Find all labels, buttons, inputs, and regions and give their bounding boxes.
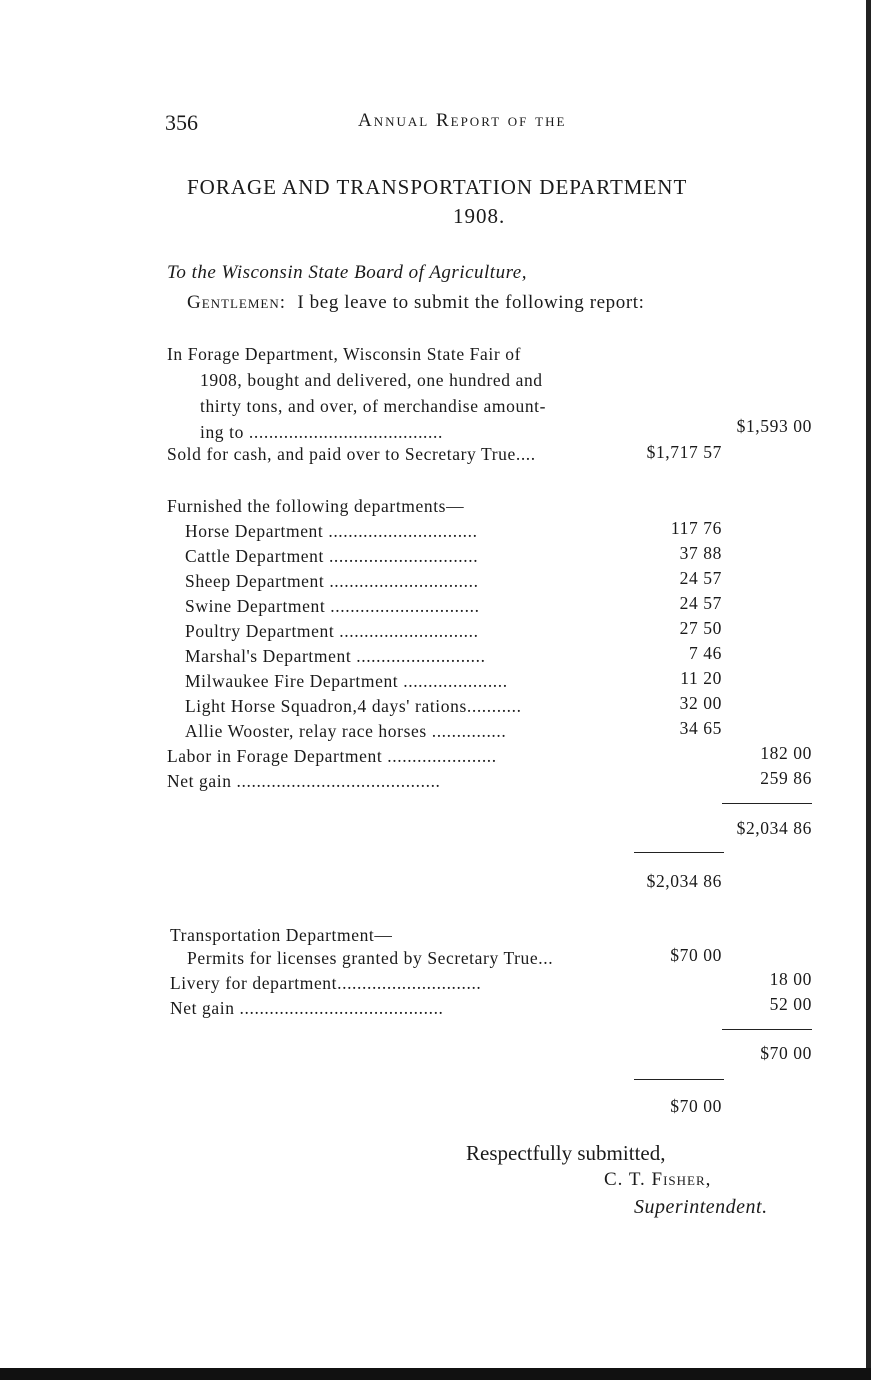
forage-right-total: $2,034 86 xyxy=(736,818,812,838)
forage-purchase-line-3: thirty tons, and over, of merchandise amount- xyxy=(200,396,547,416)
salutation-line xyxy=(187,292,645,314)
dept-amount: 117 76 xyxy=(670,518,722,538)
signature-initials: C. T. xyxy=(604,1169,646,1190)
dept-amount: 37 88 xyxy=(679,543,722,563)
salutation-intro: I beg leave to submit the following report: xyxy=(297,292,645,313)
dept-label: Swine Department .............................. xyxy=(185,596,480,616)
transport-permits-label: Permits for licenses granted by Secretary True... xyxy=(187,948,554,968)
forage-labor-label: Labor in Forage Department ...................... xyxy=(167,746,497,766)
furnished-heading: Furnished the following departments— xyxy=(167,496,465,516)
forage-sold-label: Sold for cash, and paid over to Secretary True.... xyxy=(167,444,536,464)
dept-amount: 11 20 xyxy=(680,668,722,688)
page-title-year: 1908. xyxy=(453,204,506,228)
dept-amount: 27 50 xyxy=(679,618,722,638)
transport-right-total: $70 00 xyxy=(760,1043,812,1063)
transport-left-total: $70 00 xyxy=(670,1096,722,1116)
forage-right-rule xyxy=(722,803,812,804)
forage-net-gain-label: Net gain ......................................... xyxy=(167,771,441,791)
dept-amount: 32 00 xyxy=(679,693,722,713)
signature-name xyxy=(604,1169,711,1191)
scan-edge-right xyxy=(866,0,871,1380)
forage-purchase-line-2: 1908, bought and delivered, one hundred and xyxy=(200,370,543,390)
transport-livery-amount: 18 00 xyxy=(769,969,812,989)
forage-sold-amount: $1,717 57 xyxy=(646,442,722,462)
forage-purchase-amount: $1,593 00 xyxy=(736,416,812,436)
dept-label: Milwaukee Fire Department ..................... xyxy=(185,671,508,691)
salutation-gentlemen: Gentlemen: xyxy=(187,292,287,313)
signature-role: Superintendent. xyxy=(634,1196,768,1218)
forage-left-rule xyxy=(634,852,724,853)
forage-net-gain-amount: 259 86 xyxy=(760,768,812,788)
salutation-addressee: To the Wisconsin State Board of Agriculture, xyxy=(167,262,527,283)
forage-labor-amount: 182 00 xyxy=(760,743,812,763)
dept-label: Poultry Department ............................ xyxy=(185,621,479,641)
transport-permits-amount: $70 00 xyxy=(670,945,722,965)
dept-amount: 34 65 xyxy=(679,718,722,738)
forage-purchase-line-4: ing to ....................................... xyxy=(200,422,443,442)
forage-purchase-line-1: In Forage Department, Wisconsin State Fair of xyxy=(167,344,522,364)
transport-net-gain-amount: 52 00 xyxy=(769,994,812,1014)
dept-amount: 7 46 xyxy=(688,643,722,663)
dept-amount: 24 57 xyxy=(679,568,722,588)
page-number: 356 xyxy=(165,110,198,135)
dept-label: Light Horse Squadron,4 days' rations........... xyxy=(185,696,522,716)
transport-net-gain-label: Net gain ......................................... xyxy=(170,998,444,1018)
dept-label: Allie Wooster, relay race horses ............... xyxy=(185,721,507,741)
dept-label: Horse Department .............................. xyxy=(185,521,478,541)
transport-left-rule xyxy=(634,1079,724,1080)
page-title: FORAGE AND TRANSPORTATION DEPARTMENT xyxy=(187,175,688,199)
dept-label: Cattle Department .............................. xyxy=(185,546,479,566)
dept-label: Sheep Department .............................. xyxy=(185,571,479,591)
signature-closing: Respectfully submitted, xyxy=(466,1141,666,1165)
running-title: Annual Report of the xyxy=(358,110,567,131)
forage-left-total: $2,034 86 xyxy=(646,871,722,891)
transport-heading: Transportation Department— xyxy=(170,925,393,945)
transport-livery-label: Livery for department............................. xyxy=(170,973,482,993)
transport-right-rule xyxy=(722,1029,812,1030)
dept-label: Marshal's Department .......................... xyxy=(185,646,486,666)
scan-edge-bottom xyxy=(0,1368,871,1380)
signature-surname: Fisher, xyxy=(651,1169,712,1190)
dept-amount: 24 57 xyxy=(679,593,722,613)
